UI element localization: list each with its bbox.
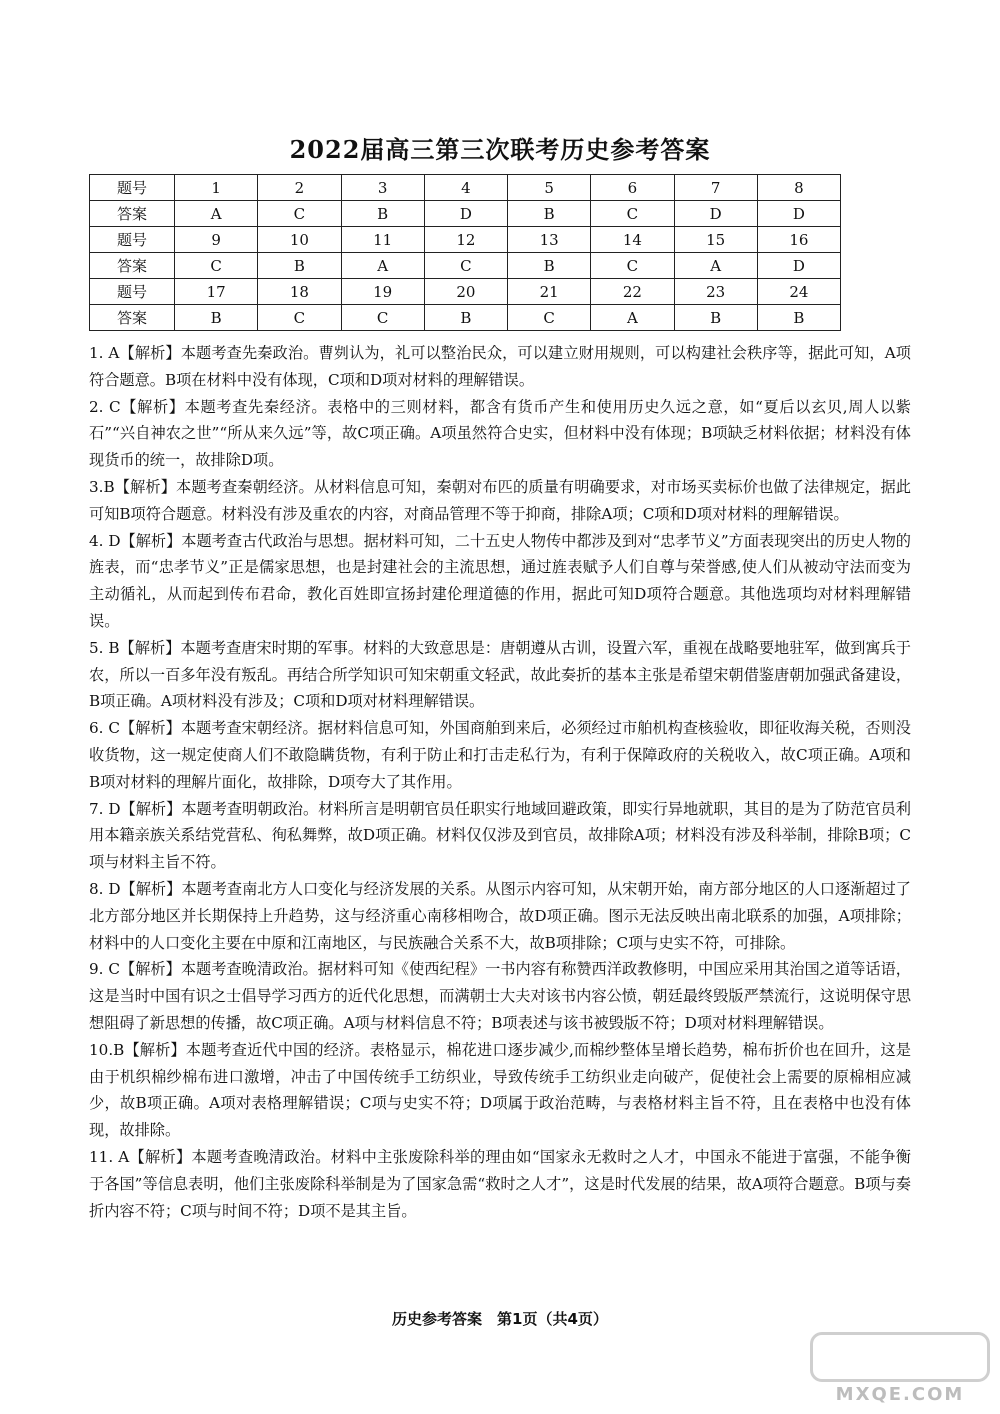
question-number-cell: 5 [508, 175, 591, 201]
page-footer: 历史参考答案 第1页（共4页） [392, 1310, 608, 1328]
answer-cell: B [757, 305, 840, 331]
question-number-cell: 24 [757, 279, 840, 305]
answer-cell: B [674, 305, 757, 331]
question-number-cell: 12 [424, 227, 507, 253]
question-number-cell: 8 [757, 175, 840, 201]
question-number-cell: 2 [258, 175, 341, 201]
answer-cell: A [591, 305, 674, 331]
table-row [90, 227, 841, 253]
answer-cell: C [258, 305, 341, 331]
answer-cell: B [508, 201, 591, 227]
table-row [90, 201, 841, 227]
explanation-paragraph: 3.B【解析】本题考查秦朝经济。从材料信息可知，秦朝对布匹的质量有明确要求，对市场买卖标价也做了法律规定，据此可知B项符合题意。材料没有涉及重农的内容，对商品管理不等于抑商，排除A项；C项和D项对材料的理解错误。 [89, 477, 911, 523]
answer-cell: C [341, 305, 424, 331]
explanation-paragraph: 11. A【解析】本题考查晚清政治。材料中主张废除科举的理由如“国家永无救时之人才，中国永不能进于富强，不能争衡于各国”等信息表明，他们主张废除科举制是为了国家急需“救时之人才”，这是时代发展的结果，故A项符合题意。B项与奏折内容不符；C项与时间不符；D项不是其主旨。 [89, 1147, 911, 1220]
explanation-paragraph: 9. C【解析】本题考查晚清政治。据材料可知《使西纪程》一书内容有称赞西洋政教修明，中国应采用其治国之道等话语，这是当时中国有识之士倡导学习西方的近代化思想，而满朝士大夫对该书内容公愤，朝廷最终毁版严禁流行，这说明保守思想阻碍了新思想的传播，故C项正确。A项与材料信息不符；B项表述与该书被毁版不符；D项对材料理解错误。 [89, 960, 911, 1032]
question-number-cell: 4 [424, 175, 507, 201]
explanation-paragraph: 10.B【解析】本题考查近代中国的经济。表格显示，棉花进口逐步减少,而棉纱整体呈增长趋势，棉布折价也在回升，这是由于机织棉纱棉布进口激增，冲击了中国传统手工纺织业，导致传统手工纺织业走向破产，促使社会上需要的原棉相应减少，故B项正确。A项对表格理解错误；C项与史实不符；D项属于政治范畴，与表格材料主旨不符，且在表格中也没有体现，故排除。 [89, 1040, 911, 1140]
question-number-cell: 15 [674, 227, 757, 253]
answer-cell: C [508, 305, 591, 331]
answer-cell: C [424, 253, 507, 279]
answer-cell: D [674, 201, 757, 227]
explanation-paragraph: 2. C【解析】本题考查先秦经济。表格中的三则材料，都含有货币产生和使用历史久远之意，如“夏后以玄贝,周人以紫石”“兴自神农之世”“所从来久远”等，故C项正确。A项虽然符合史实，但材料中没有体现；B项缺乏材料依据；材料没有体现货币的统一，故排除D项。 [89, 397, 911, 470]
explanation-paragraph: 7. D【解析】本题考查明朝政治。材料所言是明朝官员任职实行地域回避政策，即实行异地就职，其目的是为了防范官员利用本籍亲族关系结党营私、徇私舞弊，故D项正确。材料仅仅涉及到官员，故排除A项；材料没有涉及科举制，排除B项；C项与材料主旨不符。 [89, 799, 911, 872]
answer-cell: B [508, 253, 591, 279]
answer-cell: D [424, 201, 507, 227]
answer-cell: C [591, 201, 674, 227]
site-watermark [810, 1332, 990, 1407]
question-number-cell: 21 [508, 279, 591, 305]
explanation-paragraph: 4. D【解析】本题考查古代政治与思想。据材料可知，二十五史人物传中都涉及到对“忠孝节义”方面表现突出的历史人物的旌表，而“忠孝节义”正是儒家思想，也是封建社会的主流思想，通过旌表赋予人们自尊与荣誉感,使人们从被动守法而变为主动循礼，从而起到传布君命，教化百姓即宣扬封建伦理道德的作用，据此可知D项符合题意。其他选项均对材料理解错误。 [89, 531, 911, 630]
answer-cell: B [341, 201, 424, 227]
explanation-paragraph: 8. D【解析】本题考查南北方人口变化与经济发展的关系。从图示内容可知，从宋朝开始，南方部分地区的人口逐渐超过了北方部分地区并长期保持上升趋势，这与经济重心南移相吻合，故D项正确。图示无法反映出南北联系的加强，A项排除；材料中的人口变化主要在中原和江南地区，与民族融合关系不大，故B项排除；C项与史实不符，可排除。 [89, 879, 911, 952]
question-number-cell: 11 [341, 227, 424, 253]
answer-cell: C [591, 253, 674, 279]
row-header-answer: 答案 [90, 305, 175, 331]
answer-key-table [89, 174, 841, 331]
document-title: 2022届高三第三次联考历史参考答案 [289, 135, 711, 164]
question-number-cell: 9 [175, 227, 258, 253]
answer-cell: D [757, 201, 840, 227]
table-row [90, 253, 841, 279]
explanation-paragraph: 1. A【解析】本题考查先秦政治。曹刿认为，礼可以整治民众，可以建立财用规则，可以构建社会秩序等，据此可知，A项符合题意。B项在材料中没有体现，C项和D项对材料的理解错误。 [89, 344, 911, 389]
question-number-cell: 16 [757, 227, 840, 253]
explanation-paragraph: 5. B【解析】本题考查唐宋时期的军事。材料的大致意思是：唐朝遵从古训，设置六军，重视在战略要地驻军，做到寓兵于农，所以一百多年没有叛乱。再结合所学知识可知宋朝重文轻武，故此奏折的基本主张是希望宋朝借鉴唐朝加强武备建设，B项正确。A项材料没有涉及；C项和D项对材料理解错误。 [89, 638, 911, 711]
question-number-cell: 19 [341, 279, 424, 305]
answer-cell: D [757, 253, 840, 279]
row-header-answer: 答案 [90, 201, 175, 227]
answer-cell: B [175, 305, 258, 331]
question-number-cell: 1 [175, 175, 258, 201]
answer-cell: C [258, 201, 341, 227]
table-row [90, 305, 841, 331]
question-number-cell: 3 [341, 175, 424, 201]
question-number-cell: 22 [591, 279, 674, 305]
answer-cell: A [341, 253, 424, 279]
question-number-cell: 20 [424, 279, 507, 305]
question-number-cell: 10 [258, 227, 341, 253]
row-header-number: 题号 [90, 279, 175, 305]
answer-cell: A [175, 201, 258, 227]
question-number-cell: 13 [508, 227, 591, 253]
answer-cell: A [674, 253, 757, 279]
table-row [90, 279, 841, 305]
table-row [90, 175, 841, 201]
row-header-answer: 答案 [90, 253, 175, 279]
explanation-paragraph: 6. C【解析】本题考查宋朝经济。据材料信息可知，外国商舶到来后，必须经过市舶机构查核验收，即征收海关税，否则没收货物，这一规定使商人们不敢隐瞒货物，有利于防止和打击走私行为，有利于保障政府的关税收入，故C项正确。A项和B项对材料的理解片面化，故排除，D项夸大了其作用。 [89, 719, 911, 791]
question-number-cell: 7 [674, 175, 757, 201]
explanations-section [89, 340, 911, 1224]
question-number-cell: 18 [258, 279, 341, 305]
question-number-cell: 23 [674, 279, 757, 305]
question-number-cell: 14 [591, 227, 674, 253]
row-header-number: 题号 [90, 227, 175, 253]
question-number-cell: 6 [591, 175, 674, 201]
answer-cell: B [424, 305, 507, 331]
answer-cell: C [175, 253, 258, 279]
answer-cell: B [258, 253, 341, 279]
row-header-number: 题号 [90, 175, 175, 201]
watermark-text: MXQE.COM [835, 1384, 965, 1405]
question-number-cell: 17 [175, 279, 258, 305]
watermark-logo-icon [810, 1332, 990, 1382]
